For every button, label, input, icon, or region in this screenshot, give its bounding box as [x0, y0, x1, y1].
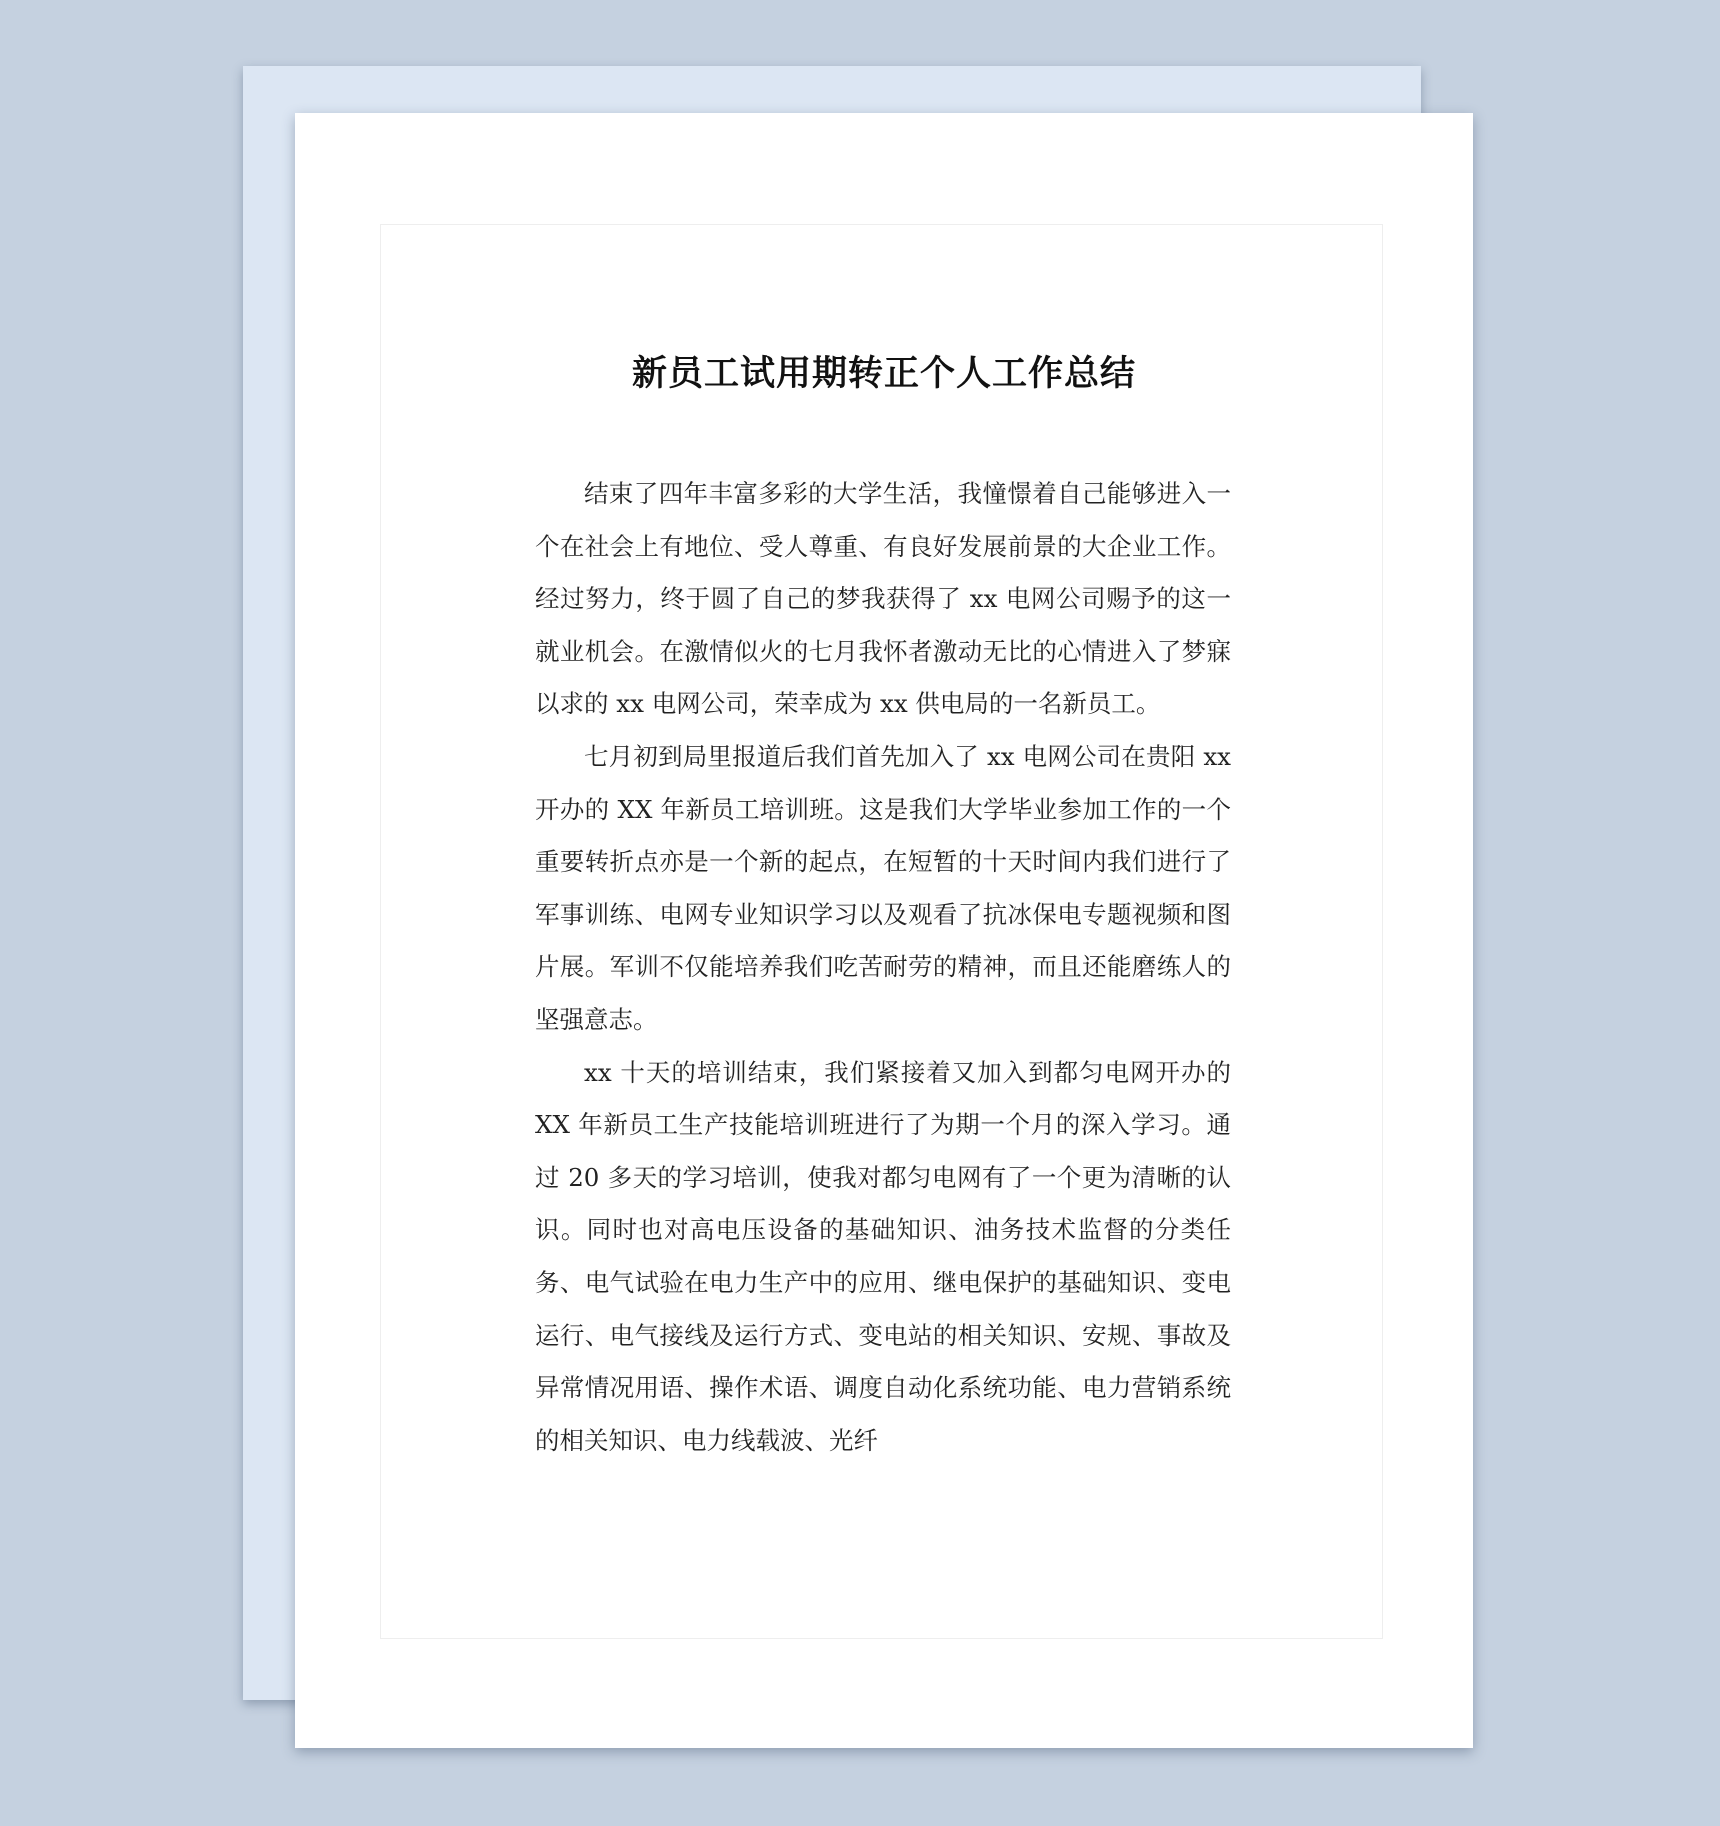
document-title: 新员工试用期转正个人工作总结	[631, 354, 1136, 394]
body-paragraph-2: 七月初到局里报道后我们首先加入了 xx 电网公司在贵阳 xx 开办的 XX 年新员工培训班。这是我们大学毕业参加工作的一个重要转折点亦是一个新的起点，在短暂的十天时间内我们进行了军事训练、电网专业知识学习以及观看了抗冰保电专题视频和图片展。军训不仅能培养我们吃苦耐劳的精神，而且还能磨练人的坚强意志。	[535, 741, 1231, 1034]
body-paragraph-1: 结束了四年丰富多彩的大学生活，我憧憬着自己能够进入一个在社会上有地位、受人尊重、有良好发展前景的大企业工作。经过努力，终于圆了自己的梦我获得了 xx 电网公司赐予的这一就业机会。在激情似火的七月我怀者激动无比的心情进入了梦寐以求的 xx 电网公司，荣幸成为 xx 供电局的一名新员工。	[535, 479, 1231, 719]
body-paragraph-3: xx 十天的培训结束，我们紧接着又加入到都匀电网开办的 XX 年新员工生产技能培训班进行了为期一个月的深入学习。通过 20 多天的学习培训，使我对都匀电网有了一个更为清晰的认识。同时也对高电压设备的基础知识、油务技术监督的分类任务、电气试验在电力生产中的应用、继电保护的基础知识、变电运行、电气接线及运行方式、变电站的相关知识、安规、事故及异常情况用语、操作术语、调度自动化系统功能、电力营销系统的相关知识、电力线载波、光纤	[535, 1057, 1231, 1455]
document-page	[295, 113, 1473, 1748]
document-body	[535, 468, 1231, 1467]
